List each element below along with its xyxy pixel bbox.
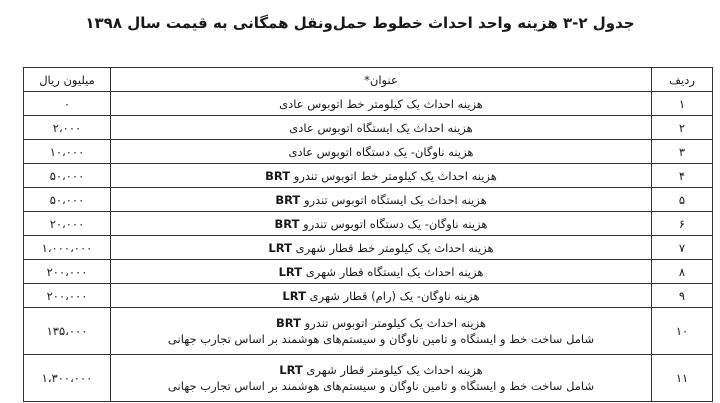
row-mode: LRT bbox=[279, 363, 303, 377]
row-value: ۱۰،۰۰۰ bbox=[24, 140, 111, 164]
row-item bbox=[111, 116, 652, 140]
row-item bbox=[111, 260, 652, 284]
row-index: ۸ bbox=[652, 260, 713, 284]
row-index: ۹ bbox=[652, 284, 713, 308]
table-row bbox=[24, 116, 713, 140]
cost-table bbox=[23, 67, 713, 402]
table-row bbox=[24, 188, 713, 212]
row-item bbox=[111, 236, 652, 260]
row-value: ۲،۰۰۰ bbox=[24, 116, 111, 140]
table-row bbox=[24, 260, 713, 284]
row-value: ۲۰،۰۰۰ bbox=[24, 212, 111, 236]
table-row bbox=[24, 92, 713, 116]
table-row bbox=[24, 284, 713, 308]
row-text: هزینه ناوگان- یک دستگاه اتوبوس تندرو bbox=[303, 216, 488, 231]
row-mode: LRT bbox=[268, 240, 292, 255]
row-text: هزینه احداث یک کیلومتر خط اتوبوس تندرو bbox=[293, 168, 497, 183]
row-value: ۱،۰۰۰،۰۰۰ bbox=[24, 236, 111, 260]
row-value: ۰ bbox=[24, 92, 111, 116]
row-item bbox=[111, 140, 652, 164]
row-mode: BRT bbox=[265, 168, 291, 183]
row-item bbox=[111, 188, 652, 212]
row-index: ۱۰ bbox=[652, 308, 713, 355]
row-index: ۱۱ bbox=[652, 355, 713, 402]
table-title: جدول ۲-۳ هزینه واحد احداث خطوط حمل‌ونقل همگانی به قیمت سال ۱۳۹۸ bbox=[85, 14, 635, 32]
row-index: ۱ bbox=[652, 92, 713, 116]
row-index: ۶ bbox=[652, 212, 713, 236]
row-line-1 bbox=[115, 362, 647, 378]
row-value: ۲۰۰،۰۰۰ bbox=[24, 260, 111, 284]
row-value: ۲۰۰،۰۰۰ bbox=[24, 284, 111, 308]
row-line-1 bbox=[115, 315, 647, 331]
header-value: میلیون ریال bbox=[24, 68, 111, 92]
table-row bbox=[24, 212, 713, 236]
row-index: ۴ bbox=[652, 164, 713, 188]
row-value: ۱۳۵،۰۰۰ bbox=[24, 308, 111, 355]
row-item bbox=[111, 355, 652, 402]
table-row bbox=[24, 308, 713, 355]
row-mode: BRT bbox=[274, 216, 300, 231]
row-value: ۵۰،۰۰۰ bbox=[24, 188, 111, 212]
row-mode: BRT bbox=[275, 192, 301, 207]
row-index: ۵ bbox=[652, 188, 713, 212]
row-item bbox=[111, 284, 652, 308]
row-text: هزینه احداث یک کیلومتر خط اتوبوس عادی bbox=[279, 96, 483, 111]
row-mode: LRT bbox=[282, 288, 306, 303]
row-mode: BRT bbox=[276, 316, 301, 330]
table-row bbox=[24, 355, 713, 402]
header-item: عنوان* bbox=[111, 68, 652, 92]
row-item bbox=[111, 92, 652, 116]
table-row bbox=[24, 164, 713, 188]
row-index: ۲ bbox=[652, 116, 713, 140]
row-line-2: شامل ساخت خط و ایستگاه و تامین ناوگان و سیستم‌های هوشمند بر اساس تجارب جهانی bbox=[167, 332, 595, 346]
row-text: هزینه احداث یک کیلومتر اتوبوس تندرو bbox=[304, 316, 486, 330]
row-text: هزینه احداث یک ایستگاه قطار شهری bbox=[305, 264, 484, 279]
header-row bbox=[24, 68, 713, 92]
row-text: هزینه احداث یک کیلومتر قطار شهری bbox=[306, 363, 483, 377]
row-index: ۳ bbox=[652, 140, 713, 164]
row-mode: LRT bbox=[278, 264, 303, 279]
row-item bbox=[111, 164, 652, 188]
header-index: ردیف bbox=[652, 68, 713, 92]
row-text: هزینه ناوگان- یک دستگاه اتوبوس عادی bbox=[288, 144, 474, 159]
row-value: ۵۰،۰۰۰ bbox=[24, 164, 111, 188]
table-row bbox=[24, 140, 713, 164]
row-text: هزینه ناوگان- یک (رام) قطار شهری bbox=[309, 288, 480, 303]
table-row bbox=[24, 236, 713, 260]
row-text: هزینه احداث یک ایستگاه اتوبوس عادی bbox=[289, 120, 473, 135]
row-text: هزینه احداث یک ایستگاه اتوبوس تندرو bbox=[303, 192, 487, 207]
row-item bbox=[111, 308, 652, 355]
row-line-2: شامل ساخت خط و ایستگاه و تامین ناوگان و سیستم‌های هوشمند بر اساس تجارب جهانی bbox=[167, 379, 595, 393]
row-index: ۷ bbox=[652, 236, 713, 260]
row-value: ۱،۳۰۰،۰۰۰ bbox=[24, 355, 111, 402]
row-text: هزینه احداث یک کیلومتر خط قطار شهری bbox=[295, 240, 494, 255]
row-item bbox=[111, 212, 652, 236]
